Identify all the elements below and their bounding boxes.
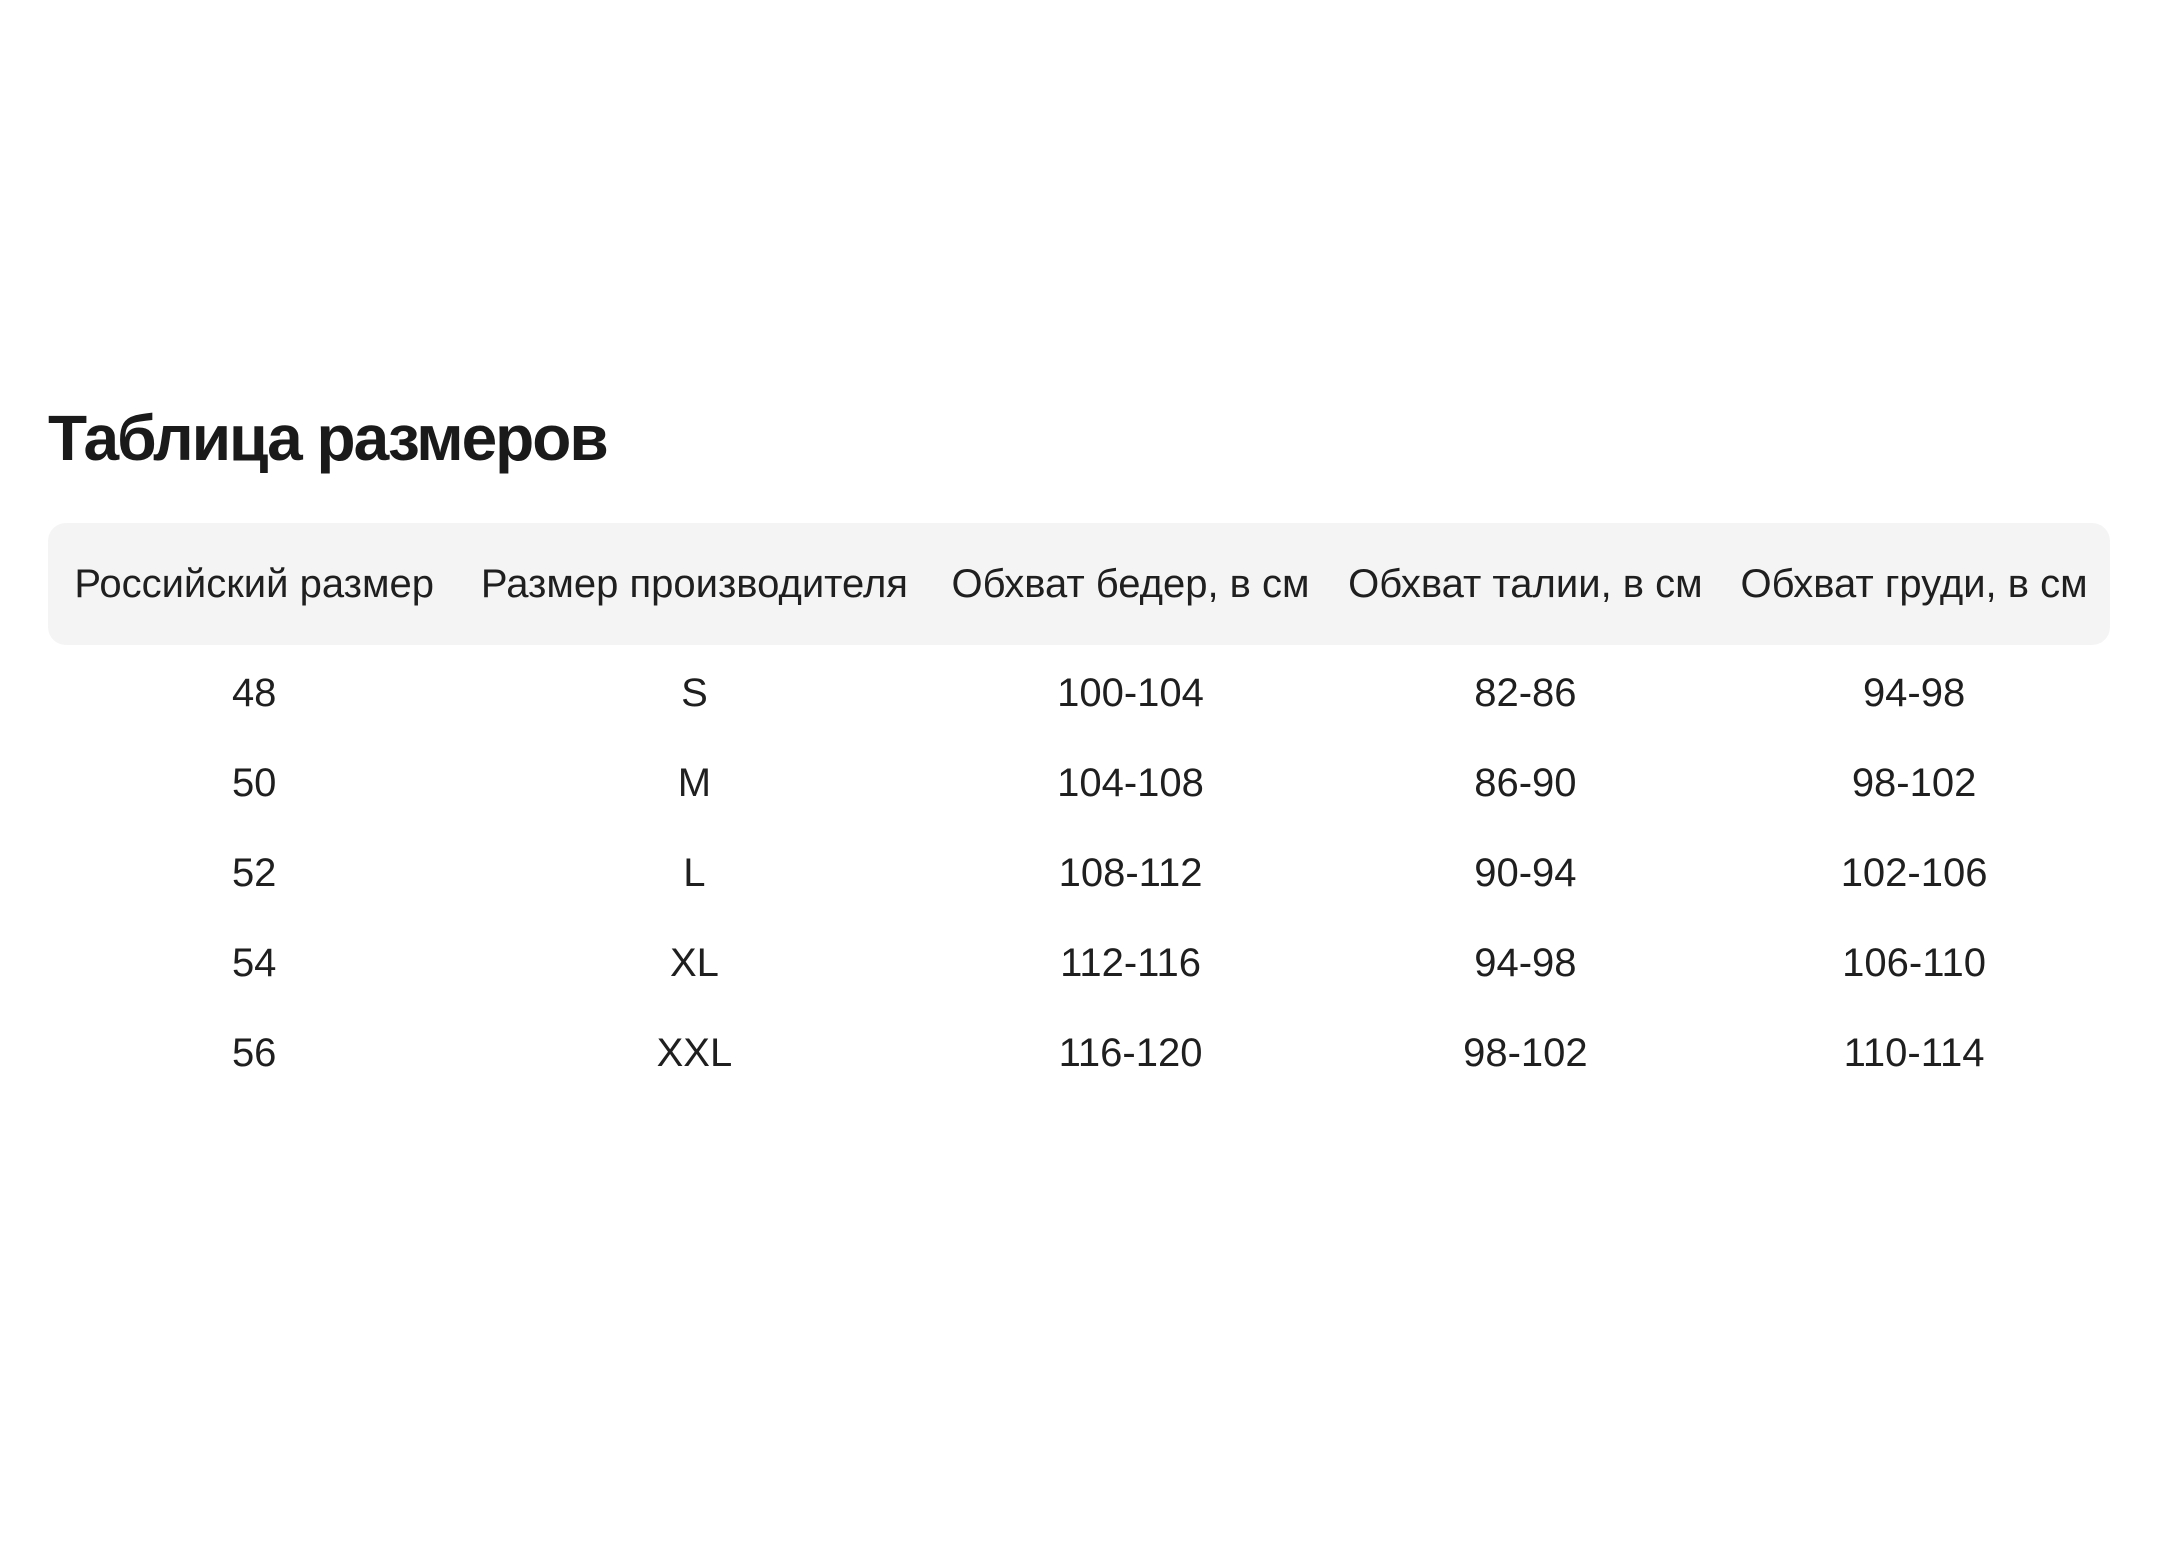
- cell-russian-size: 48: [48, 648, 460, 738]
- size-table-header: [48, 523, 2110, 645]
- column-header-russian-size: Российский размер: [48, 523, 460, 645]
- size-table-header-row: [48, 523, 2110, 645]
- cell-waist-circumference: 90-94: [1333, 828, 1719, 918]
- column-header-chest-circumference: Обхват груди, в см: [1718, 523, 2110, 645]
- cell-manufacturer-size: XL: [460, 918, 928, 1008]
- cell-waist-circumference: 86-90: [1333, 738, 1719, 828]
- cell-chest-circumference: 102-106: [1718, 828, 2110, 918]
- cell-chest-circumference: 106-110: [1718, 918, 2110, 1008]
- size-table-row: [48, 648, 2110, 738]
- cell-russian-size: 54: [48, 918, 460, 1008]
- cell-manufacturer-size: M: [460, 738, 928, 828]
- cell-chest-circumference: 94-98: [1718, 648, 2110, 738]
- page-title: Таблица размеров: [48, 402, 607, 474]
- cell-hip-circumference: 104-108: [928, 738, 1332, 828]
- column-header-manufacturer-size: Размер производителя: [460, 523, 928, 645]
- cell-hip-circumference: 116-120: [928, 1008, 1332, 1098]
- size-table-row: [48, 918, 2110, 1008]
- cell-manufacturer-size: L: [460, 828, 928, 918]
- column-header-hip-circumference: Обхват бедер, в см: [928, 523, 1332, 645]
- size-table-row: [48, 738, 2110, 828]
- cell-manufacturer-size: XXL: [460, 1008, 928, 1098]
- cell-waist-circumference: 98-102: [1333, 1008, 1719, 1098]
- cell-hip-circumference: 100-104: [928, 648, 1332, 738]
- cell-chest-circumference: 110-114: [1718, 1008, 2110, 1098]
- cell-manufacturer-size: S: [460, 648, 928, 738]
- size-table-body: [48, 645, 2110, 1098]
- size-table-row: [48, 828, 2110, 918]
- cell-russian-size: 52: [48, 828, 460, 918]
- cell-waist-circumference: 94-98: [1333, 918, 1719, 1008]
- cell-chest-circumference: 98-102: [1718, 738, 2110, 828]
- cell-russian-size: 56: [48, 1008, 460, 1098]
- cell-russian-size: 50: [48, 738, 460, 828]
- column-header-waist-circumference: Обхват талии, в см: [1333, 523, 1719, 645]
- cell-hip-circumference: 108-112: [928, 828, 1332, 918]
- cell-hip-circumference: 112-116: [928, 918, 1332, 1008]
- cell-waist-circumference: 82-86: [1333, 648, 1719, 738]
- size-table-row: [48, 1008, 2110, 1098]
- size-table: [48, 523, 2110, 1098]
